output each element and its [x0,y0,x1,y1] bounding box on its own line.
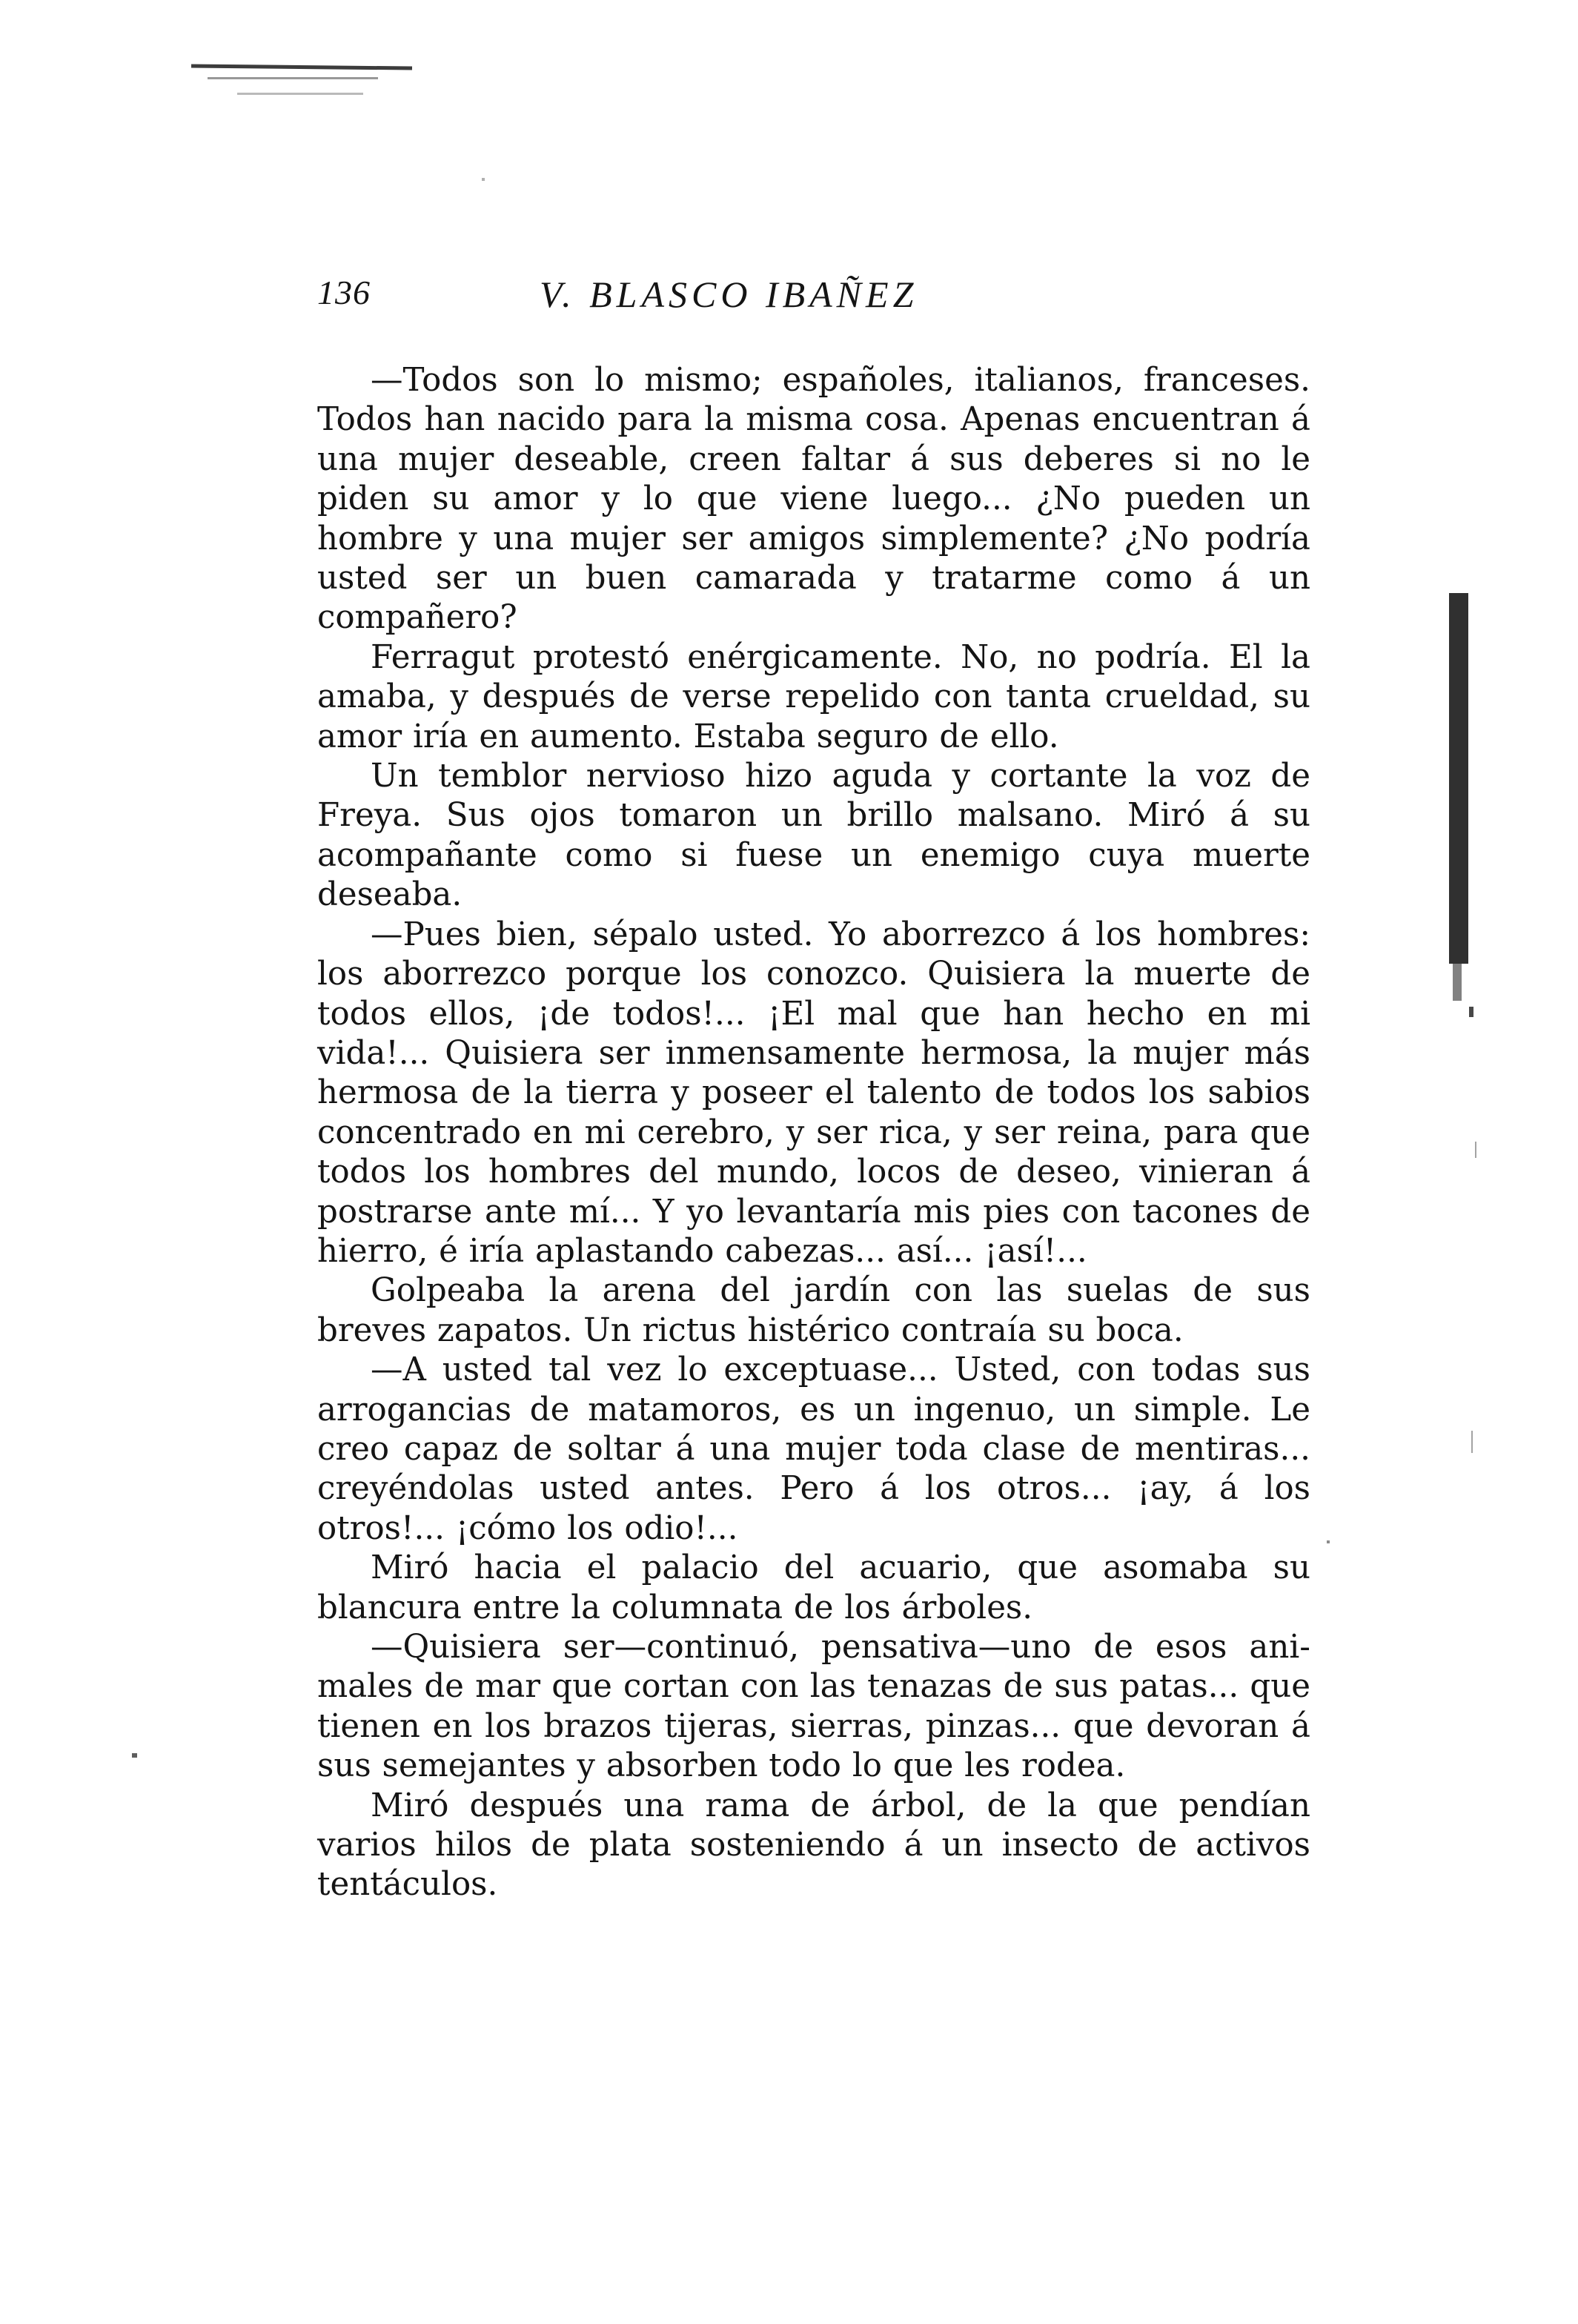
scan-speck [132,1753,137,1758]
paragraph: —Pues bien, sépalo usted. Yo aborrezco á los hombres: los aborrezco porque los conozco. Quisiera la muerte de todos ellos, ¡de todos!... ¡El mal que han hecho en mi vida!... Quisiera ser inmensamente hermosa, la mujer más hermosa de la tierra y poseer el talento de todos los sabios concentrado en mi cerebro, y ser rica, y ser reina, para que todos los hombres del mundo, locos de deseo, vinieran á postrarse ante mí... Y yo levantaría mis pies con tacones de hierro, é iría aplastando cabezas... así... ¡así!... [317,916,1310,1270]
body-text [317,361,1310,1905]
scan-edge-shadow [1453,964,1462,1001]
page-number: 136 [317,274,371,311]
scan-smudge [208,77,378,79]
paragraph: Miró hacia el palacio del acuario, que asomaba su blancura entre la columnata de los árboles. [317,1549,1310,1626]
scan-smudge [237,93,363,95]
paragraph: Golpeaba la arena del jardín con las suelas de sus breves zapatos. Un rictus histérico contraía su boca. [317,1272,1310,1349]
scan-speck [482,178,485,181]
scan-speck [1471,1431,1473,1453]
running-head: V. BLASCO IBAÑEZ [540,274,918,315]
paragraph: —Todos son lo mismo; españoles, italianos, franceses. Todos han nacido para la misma cosa. Apenas encuentran á una mujer deseable, creen faltar á sus deberes si no le piden su amor y lo que viene luego... ¿No pueden un hombre y una mujer ser amigos simplemente? ¿No podría usted ser un buen camarada y tratarme como á un compañero? [317,362,1310,637]
paragraph: Ferragut protestó enérgicamente. No, no podría. El la amaba, y después de verse repelido con tanta crueldad, su amor iría en aumento. Estaba seguro de ello. [317,638,1310,755]
paragraph: —Quisiera ser—continuó, pensativa—uno de esos animales de mar que cortan con las tenazas de sus patas... que tienen en los brazos tijeras, sierras, pinzas... que devoran á sus semejantes y absorben todo lo que les rodea. [317,1629,1310,1785]
scan-smudge [191,64,412,70]
paragraph: Un temblor nervioso hizo aguda y cortante la voz de Freya. Sus ojos tomaron un brillo malsano. Miró á su acompañante como si fuese un enemigo cuya muerte deseaba. [317,758,1310,914]
scan-edge-shadow [1449,593,1468,964]
paragraph: —A usted tal vez lo exceptuase... Usted, con todas sus arrogancias de matamoros, es un ingenuo, un simple. Le creo capaz de soltar á una mujer toda clase de mentiras... creyéndolas usted antes. Pero á los otros... ¡ay, á los otros!... ¡cómo los odio!... [317,1351,1310,1547]
scan-speck [1469,1007,1473,1017]
page-header [317,273,1325,347]
scan-speck [1327,1540,1330,1543]
paragraph: Miró después una rama de árbol, de la que pendían varios hilos de plata sosteniendo á un insecto de activos tentáculos. [317,1787,1310,1904]
scan-speck [1475,1142,1476,1158]
